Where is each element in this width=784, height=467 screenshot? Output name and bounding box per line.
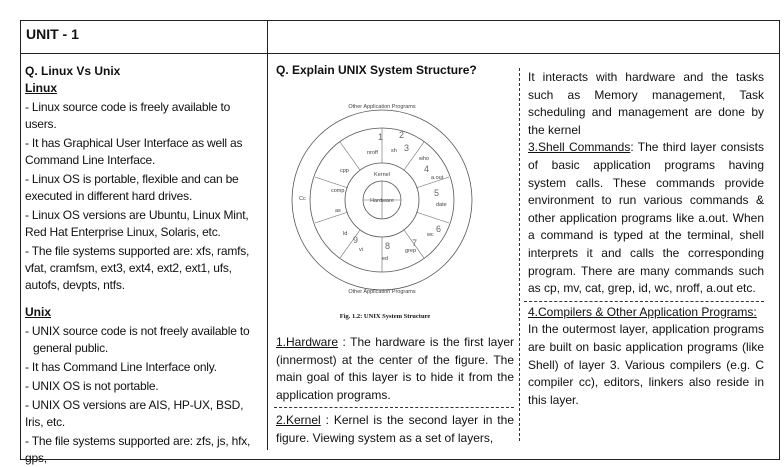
kernel-label: Kernel [374,172,390,178]
dashed-separator [274,407,514,408]
unix-structure-diagram [287,88,477,320]
layer-number: 8 [385,241,391,251]
question-linux-vs-unix: Q. Linux Vs Unix [25,64,121,78]
question-unix-structure: Q. Explain UNIX System Structure? [276,63,477,77]
cc-label: Cc [299,196,306,202]
kernel-heading: 2.Kernel [276,413,321,427]
unix-line: - It has Command Line Interface only. [25,360,217,374]
shell-heading: 3.Shell Commands [528,140,631,155]
unix-line: - UNIX OS versions are AIS, HP-UX, BSD, Iris, etc. [25,398,244,429]
unix-heading: Unix [25,305,52,319]
linux-line: - The file systems supported are: xfs, ramfs, [25,244,250,258]
structure-explanation [276,334,514,447]
linux-line: - Linux OS is portable, flexible and can be [25,172,239,186]
linux-vs-unix-section [25,63,263,467]
header-divider [20,53,780,54]
linux-line: vfat, cramfsm, ext3, ext4, ext2, ext1, ufs, [25,261,232,275]
unix-line: - UNIX OS is not portable. [25,379,159,393]
shell-item: a.out [431,175,444,181]
shell-item: nroff [367,150,378,156]
kernel-text: : Kernel is the second layer in the figure. Viewing system as a set of layers, [276,413,514,445]
layer-number: 1 [378,132,384,142]
compilers-text: In the outermost layer, application programs are built on basic application programs (like Shell) of layer 3. Various compilers (e.g. C compiler cc), editors, linkers also reside in this layer. [528,322,764,407]
dashed-divider [519,68,520,441]
figure-caption: Fig. 1.2: UNIX System Structure [339,313,431,320]
hardware-text: : The hardware is the first layer (innermost) at the center of the figure. The main goal of this layer is to hide it from the application programs. [276,335,514,402]
shell-item: ed [382,256,389,262]
unix-line: general public. [33,341,109,355]
hardware-paragraph [276,334,514,404]
hardware-label: Hardware [370,198,394,204]
shell-item: date [436,202,447,208]
shell-item: wc [427,232,434,238]
linux-line: autofs, devpts, ntfs. [25,278,125,292]
layer-number: 4 [424,164,430,174]
linux-line: executed in different hard drives. [25,189,193,203]
outer-top-label: Other Application Programs [348,104,416,110]
shell-item: vi [359,247,363,253]
shell-item: grep [405,248,417,254]
layer-number: 5 [434,188,440,198]
linux-line: Command Line Interface. [25,153,156,167]
layer-number: 6 [436,224,442,234]
layer-number: 2 [399,130,405,140]
compilers-heading: 4.Compilers & Other Application Programs: [528,304,757,319]
shell-item: cpp [340,168,349,174]
unit-title: UNIT - 1 [26,26,79,42]
shell-item: comp [331,188,345,194]
right-column [528,69,764,409]
linux-line: - It has Graphical User Interface as well as [25,136,243,150]
unix-line: - The file systems supported are: zfs, js, hfx, gps, [25,434,251,465]
kernel-paragraph [276,412,514,447]
shell-item: sh [391,148,397,154]
linux-line: - Linux source code is freely available to users. [25,100,231,131]
shell-paragraph [528,139,764,297]
column-divider [267,20,268,450]
linux-line: Red Hat Enterprise Linux, Solaris, etc. [25,225,221,239]
shell-item: as [335,208,341,214]
kernel-continued: It interacts with hardware and the tasks such as Memory management, Task scheduling and management are done by the kernel [528,70,764,137]
layer-number: 9 [353,235,359,245]
shell-item: ld [343,231,348,237]
outer-bottom-label: Other Application Programs [348,289,416,295]
linux-line: - Linux OS versions are Ubuntu, Linux Mint, [25,208,249,222]
linux-heading: Linux [25,81,57,95]
layer-number: 3 [404,143,410,153]
layer-number: 7 [412,238,418,248]
shell-text: : The third layer consists of basic application programs having system calls. These commands provide environment to run various commands & other application programs like a.out. When a command is typed at the terminal, shell interprets it and calls the corresponding program. There are many commands such as cp, mv, cat, grep, id, wc, nroff, a.out etc. [528,140,764,296]
hardware-heading: 1.Hardware [276,335,339,349]
shell-item: who [419,156,430,162]
unix-line: - UNIX source code is not freely available to [25,324,250,338]
